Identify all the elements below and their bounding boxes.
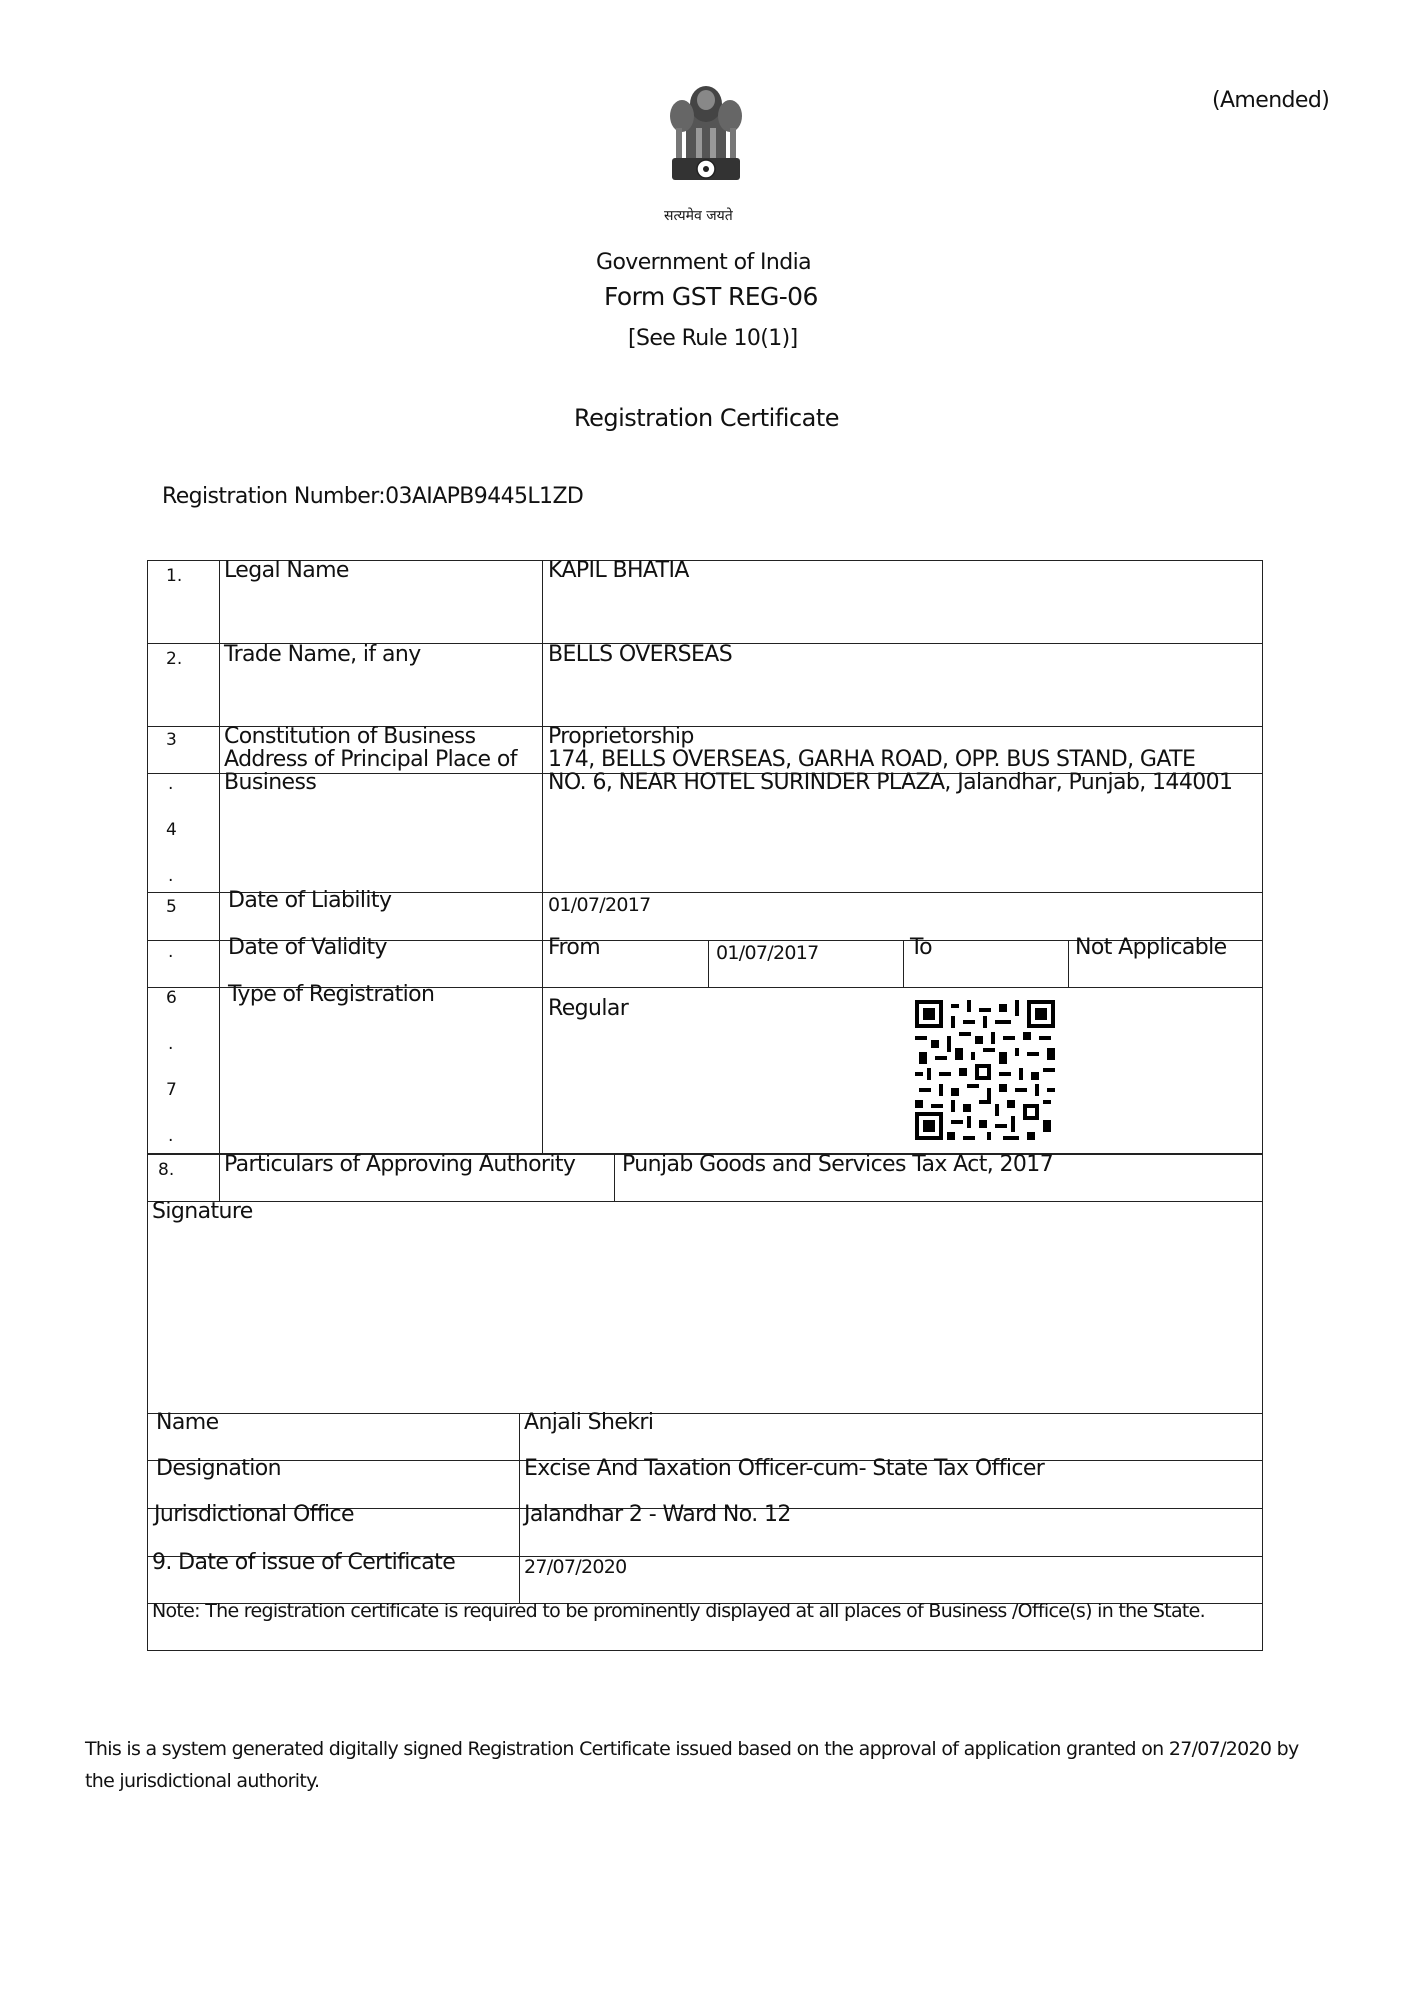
row-6-number: 6 — [166, 988, 177, 1008]
date-of-liability-label: Date of Liability — [228, 888, 392, 913]
qr-code-icon — [915, 1000, 1055, 1140]
row-4-dot: . — [168, 866, 174, 886]
officer-name-value: Anjali Shekri — [524, 1410, 654, 1435]
row-3-dot: . — [168, 774, 174, 794]
trade-name-value: BELLS OVERSEAS — [548, 642, 733, 667]
national-emblem-icon — [662, 78, 750, 208]
date-of-validity-label: Date of Validity — [228, 935, 387, 960]
type-of-registration-value: Regular — [548, 996, 629, 1021]
constitution-label: Constitution of Business — [224, 724, 476, 749]
address-label-line2: Business — [224, 770, 317, 795]
footer-line-1: This is a system generated digitally signed Registration Certificate issued based on the approval of application granted on 27/07/2020 by — [85, 1738, 1299, 1760]
validity-to-value: Not Applicable — [1075, 935, 1227, 960]
footer-line-2: the jurisdictional authority. — [85, 1770, 320, 1792]
validity-to-label: To — [910, 935, 932, 960]
row-5-number: 5 — [166, 897, 177, 917]
row-8-number: 8. — [158, 1160, 175, 1180]
issue-date-label: 9. Date of issue of Certificate — [152, 1550, 456, 1575]
legal-name-value: KAPIL BHATIA — [548, 558, 689, 583]
registration-number — [162, 484, 583, 509]
row-2-number: 2. — [166, 649, 183, 669]
row-7-number: 7 — [166, 1080, 177, 1100]
validity-from-label: From — [548, 935, 601, 960]
designation-label: Designation — [156, 1456, 281, 1481]
approving-authority-label: Particulars of Approving Authority — [224, 1152, 576, 1177]
display-note: Note: The registration certificate is required to be prominently displayed at all places of Business /Office(s) in the State. — [152, 1600, 1205, 1622]
constitution-value: Proprietorship — [548, 724, 694, 749]
date-of-liability-value: 01/07/2017 — [548, 894, 651, 916]
emblem-motto: सत्यमेव जयते — [664, 208, 733, 224]
row-7-dot: . — [168, 1126, 174, 1146]
certificate-title: Registration Certificate — [574, 404, 840, 432]
legal-name-label: Legal Name — [224, 558, 349, 583]
jurisdictional-office-label: Jurisdictional Office — [154, 1502, 354, 1527]
rule-reference: [See Rule 10(1)] — [628, 326, 798, 351]
approving-authority-value: Punjab Goods and Services Tax Act, 2017 — [622, 1152, 1054, 1177]
validity-from-value: 01/07/2017 — [716, 942, 819, 964]
row-4-number: 4 — [166, 820, 177, 840]
signature-label: Signature — [152, 1199, 253, 1224]
row-6-dot: . — [168, 1034, 174, 1054]
address-value-line1: 174, BELLS OVERSEAS, GARHA ROAD, OPP. BUS STAND, GATE — [548, 747, 1196, 772]
row-1-number: 1. — [166, 566, 183, 586]
row-3-number: 3 — [166, 730, 177, 750]
designation-value: Excise And Taxation Officer-cum- State Tax Officer — [524, 1456, 1045, 1481]
address-value-line2: NO. 6, NEAR HOTEL SURINDER PLAZA, Jalandhar, Punjab, 144001 — [548, 770, 1233, 795]
trade-name-label: Trade Name, if any — [224, 642, 421, 667]
jurisdictional-office-value: Jalandhar 2 - Ward No. 12 — [524, 1502, 791, 1527]
address-label-line1: Address of Principal Place of — [224, 747, 517, 772]
registration-number-label: Registration Number: — [162, 484, 386, 509]
amended-label: (Amended) — [1212, 88, 1330, 113]
form-title: Form GST REG-06 — [604, 282, 818, 311]
issue-date-value: 27/07/2020 — [524, 1556, 627, 1578]
government-label: Government of India — [596, 250, 811, 275]
type-of-registration-label: Type of Registration — [228, 982, 435, 1007]
row-5-dot: . — [168, 942, 174, 962]
registration-number-value: 03AIAPB9445L1ZD — [385, 484, 584, 509]
officer-name-label: Name — [156, 1410, 219, 1435]
